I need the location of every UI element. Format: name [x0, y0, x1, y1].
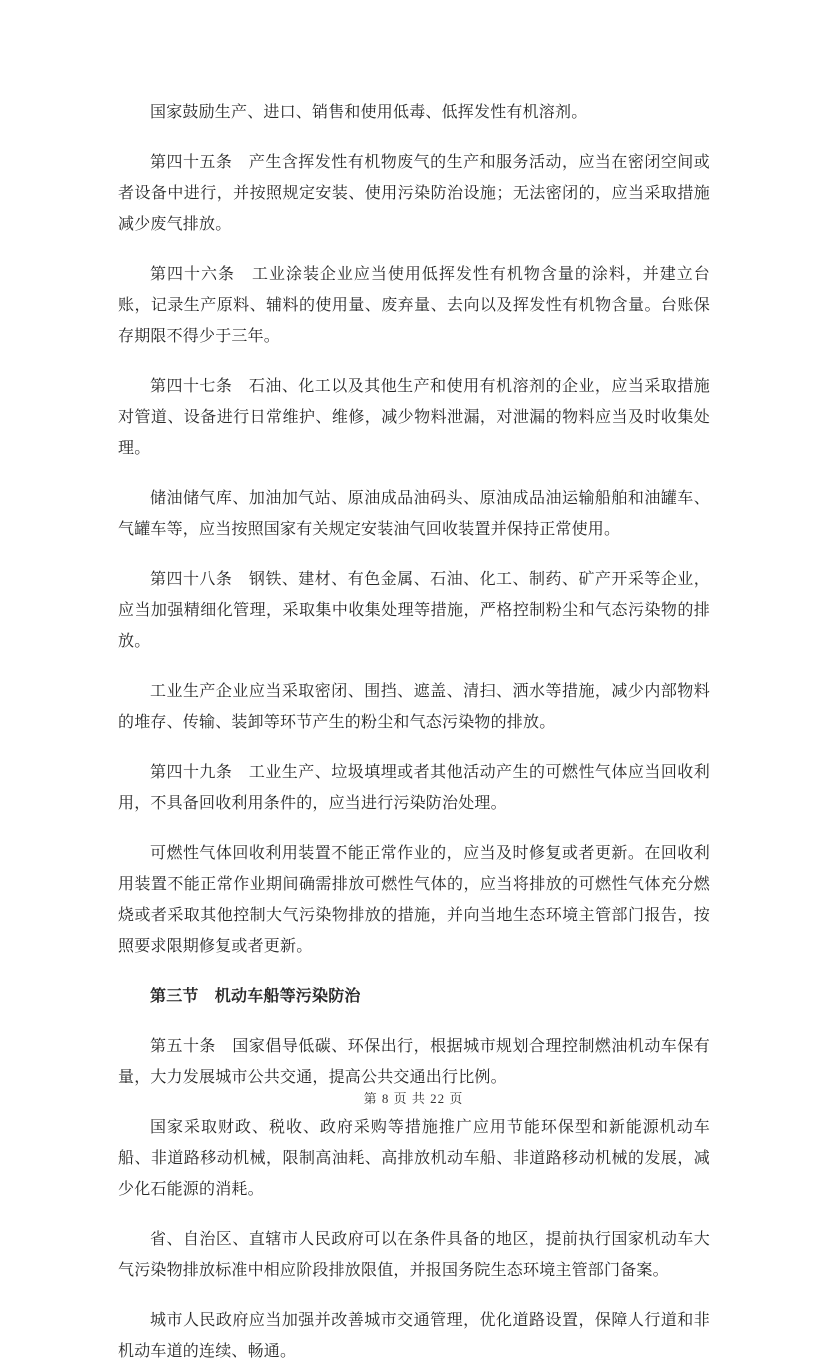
paragraph-solvents-encouragement: 国家鼓励生产、进口、销售和使用低毒、低挥发性有机溶剂。: [150, 104, 588, 121]
paragraph-fiscal-measures: 国家采取财政、税收、政府采购等措施推广应用节能环保型和新能源机动车船、非道路移动机械，限制高油耗、高排放机动车船、非道路移动机械的发展，减少化石能源的消耗。: [118, 1119, 710, 1198]
paragraph-article-48: 第四十八条 钢铁、建材、有色金属、石油、化工、制药、矿产开采等企业，应当加强精细化管理，采取集中收集处理等措施，严格控制粉尘和气态污染物的排放。: [118, 571, 710, 650]
paragraph-article-47: 第四十七条 石油、化工以及其他生产和使用有机溶剂的企业，应当采取措施对管道、设备进行日常维护、维修，减少物料泄漏，对泄漏的物料应当及时收集处理。: [118, 378, 710, 457]
paragraph-industrial-dust-measures: 工业生产企业应当采取密闭、围挡、遮盖、清扫、洒水等措施，减少内部物料的堆存、传输、装卸等环节产生的粉尘和气态污染物的排放。: [118, 683, 710, 731]
section-heading-motor-vehicles: 第三节 机动车船等污染防治: [150, 988, 361, 1005]
paragraph-article-50: 第五十条 国家倡导低碳、环保出行，根据城市规划合理控制燃油机动车保有量，大力发展城市公共交通，提高公共交通出行比例。: [118, 1038, 710, 1086]
paragraph-article-45: 第四十五条 产生含挥发性有机物废气的生产和服务活动，应当在密闭空间或者设备中进行，并按照规定安装、使用污染防治设施；无法密闭的，应当采取措施减少废气排放。: [118, 154, 710, 233]
page-number-indicator: 第 8 页 共 22 页: [363, 1091, 464, 1106]
paragraph-urban-traffic: 城市人民政府应当加强并改善城市交通管理，优化道路设置，保障人行道和非机动车道的连续、畅通。: [118, 1312, 710, 1360]
document-body: [118, 97, 710, 1367]
paragraph-oil-gas-recovery: 储油储气库、加油加气站、原油成品油码头、原油成品油运输船舶和油罐车、气罐车等，应当按照国家有关规定安装油气回收装置并保持正常使用。: [118, 490, 710, 538]
paragraph-combustible-gas-devices: 可燃性气体回收利用装置不能正常作业的，应当及时修复或者更新。在回收利用装置不能正常作业期间确需排放可燃性气体的，应当将排放的可燃性气体充分燃烧或者采取其他控制大气污染物排放的措施，并向当地生态环境主管部门报告，按照要求限期修复或者更新。: [118, 845, 710, 955]
page-footer: [0, 1091, 827, 1107]
paragraph-article-49: 第四十九条 工业生产、垃圾填埋或者其他活动产生的可燃性气体应当回收利用，不具备回收利用条件的，应当进行污染防治处理。: [118, 764, 710, 812]
paragraph-provincial-standards: 省、自治区、直辖市人民政府可以在条件具备的地区，提前执行国家机动车大气污染物排放标准中相应阶段排放限值，并报国务院生态环境主管部门备案。: [118, 1231, 710, 1279]
paragraph-article-46: 第四十六条 工业涂装企业应当使用低挥发性有机物含量的涂料，并建立台账，记录生产原料、辅料的使用量、废弃量、去向以及挥发性有机物含量。台账保存期限不得少于三年。: [118, 266, 710, 345]
